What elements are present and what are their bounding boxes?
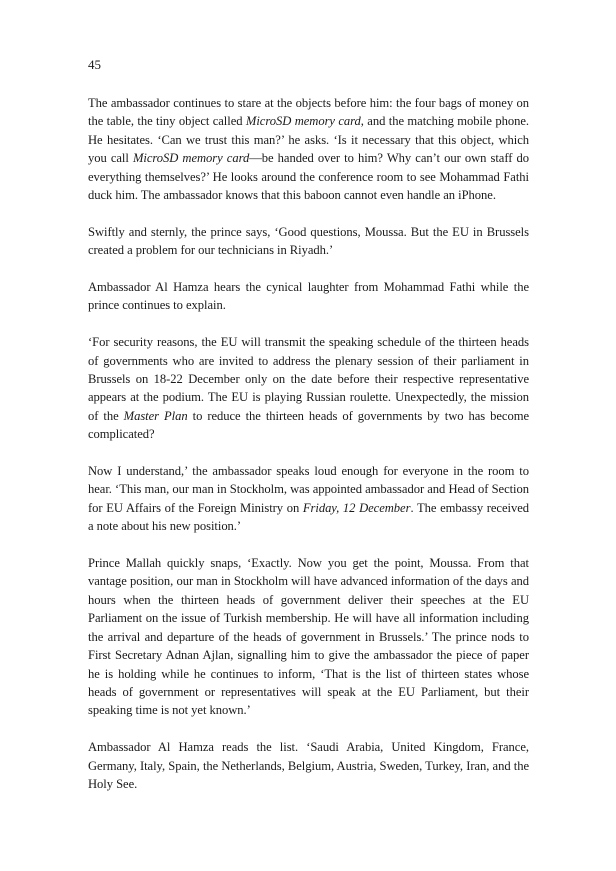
text-run: Now I understand,’ the ambassador speaks loud enough for everyone in the room to hear. ‘This man, our man in Stockholm, was appointed ambassador and Head of Section for EU Affairs of the Foreign Ministry on [88,464,529,515]
page-number: 45 [88,57,101,72]
paragraph [88,94,529,204]
text-run: Ambassador Al Hamza reads the list. ‘Saudi Arabia, United Kingdom, France, Germany, Italy, Spain, the Netherlands, Belgium, Austria, Sweden, Turkey, Iran, and the Holy See. [88,740,529,791]
text-run: to reduce the thirteen heads of governments by two has become complicated? [88,408,530,442]
body-text [88,94,529,793]
italic-text: MicroSD memory card [132,151,250,166]
text-run: ‘For security reasons, the EU will transmit the speaking schedule of the thirteen heads of governments who are invited to address the plenary session of their parliament in Brussels on 18-22 December only on the date before their respective representative appears at the podium. The EU is playing Russian roulette. Unexpectedly, the mission of the [88,335,529,423]
paragraph [88,554,529,720]
text-run: Swiftly and sternly, the prince says, ‘Good questions, Moussa. But the EU in Brussels created a problem for our technicians in Riyadh.’ [88,224,529,258]
paragraph [88,738,529,793]
text-run: , and the matching mobile phone. He hesitates. ‘Can we trust this man?’ he asks. ‘Is it necessary that this object, which you call [88,114,530,166]
text-run: Ambassador Al Hamza hears the cynical laughter from Mohammad Fathi while the prince continues to explain. [88,280,529,313]
paragraph [88,462,529,536]
text-run: The ambassador continues to stare at the objects before him: the four bags of money on the table, the tiny object called [88,96,529,129]
document-page [88,56,529,812]
italic-text: MicroSD memory card [245,114,361,129]
paragraph [88,278,529,315]
text-run: —be handed over to him? Why can’t our own staff do everything themselves?’ He looks around the conference room to see Mohammad Fathi duck him. The ambassador knows that this baboon cannot even handle an iPhone. [88,151,530,203]
italic-text: Friday, 12 December [302,500,411,515]
text-run: Prince Mallah quickly snaps, ‘Exactly. Now you get the point, Moussa. From that vantage position, our man in Stockholm will have advanced information of the days and hours when the thirteen heads of government deliver their speeches at the EU Parliament on the issue of Turkish membership. He will have all information including the arrival and departure of the heads of government in Brussels.’ The prince nods to First Secretary Adnan Ajlan, signalling him to give the ambassador the piece of paper he is holding while he continues to inform, ‘That is the list of thirteen states whose heads of government or representatives will speak at the EU Parliament, but their speaking time is not yet known.’ [88,556,529,718]
paragraph [88,333,529,443]
paragraph [88,223,529,260]
italic-text: Master Plan [123,408,188,423]
text-run: . The embassy received a note about his new position.’ [88,500,529,534]
